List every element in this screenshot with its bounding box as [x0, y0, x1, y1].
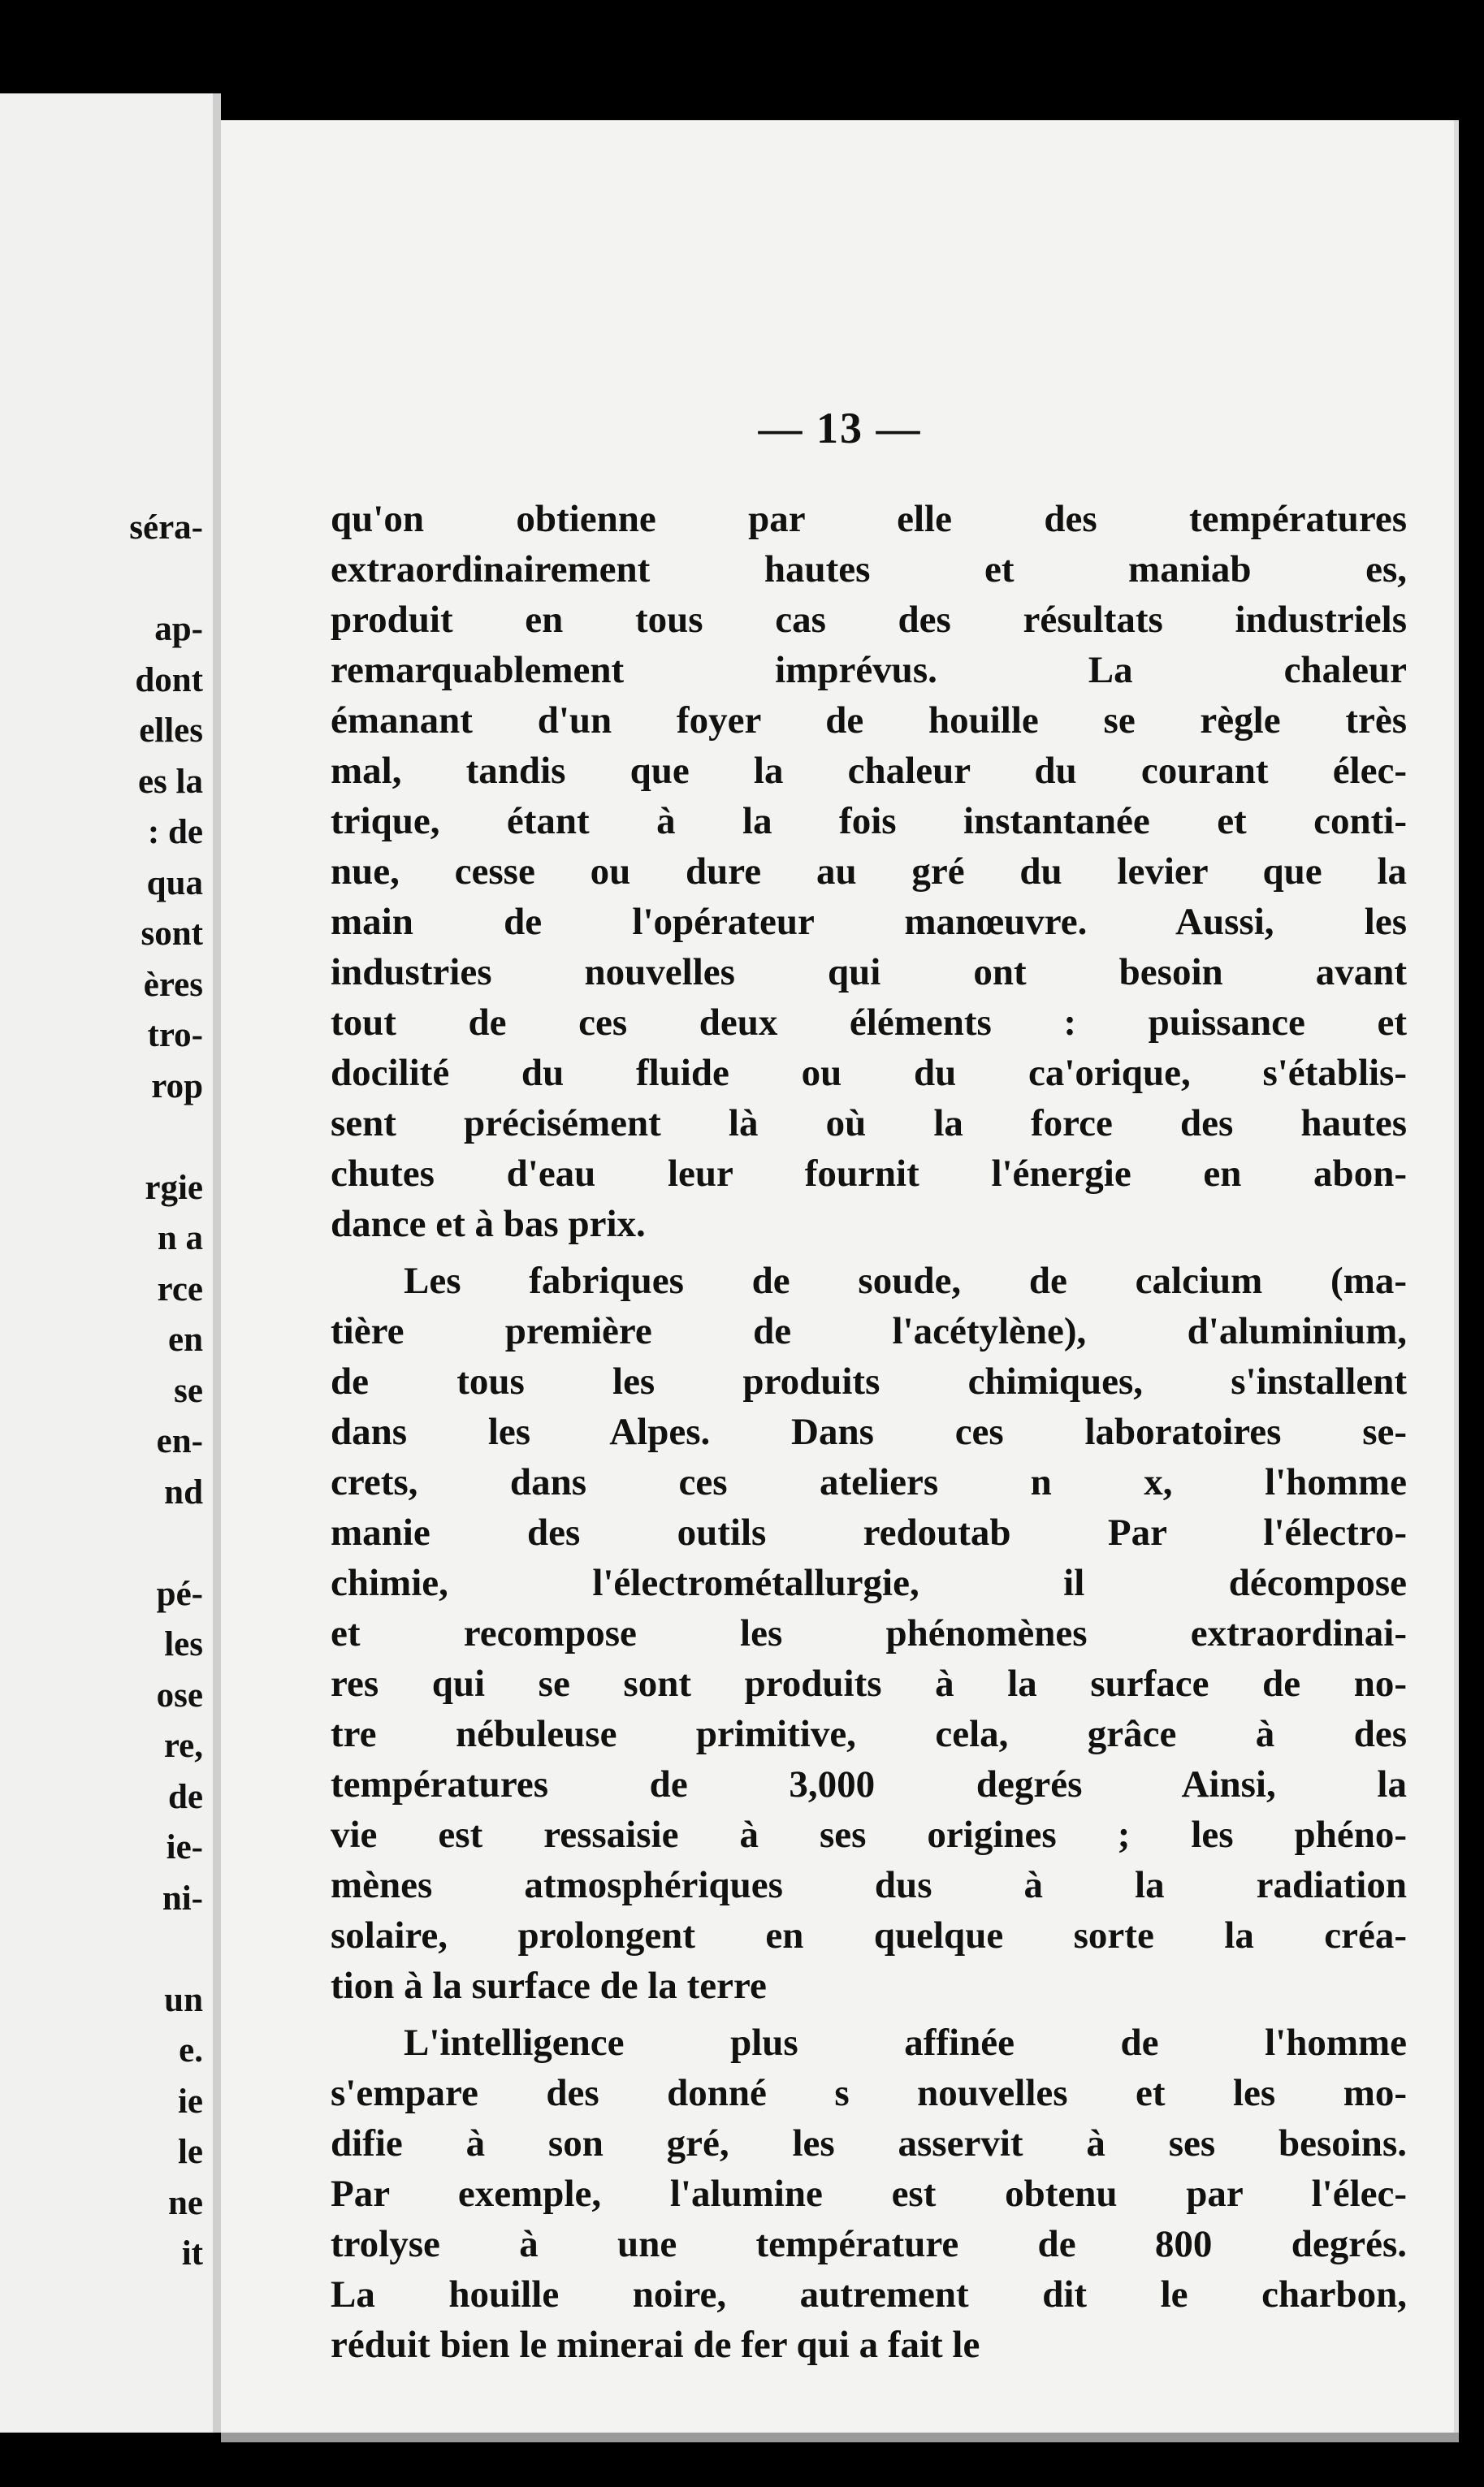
- text-line: tre nébuleuse primitive, cela, grâce à des: [331, 1713, 1407, 1755]
- text-line: émanant d'un foyer de houille se règle très: [331, 699, 1407, 742]
- text-line: crets, dans ces ateliers n x, l'homme: [331, 1461, 1407, 1503]
- previous-page-line-fragment: séra-: [129, 508, 203, 547]
- previous-page-line-fragment: : de: [147, 813, 203, 851]
- previous-page-line-fragment: de: [168, 1777, 203, 1816]
- text-line: tout de ces deux éléments : puissance et: [331, 1001, 1407, 1044]
- page-body-text: [331, 494, 1407, 2370]
- text-line: sent précisément là où la force des hautes: [331, 1102, 1407, 1144]
- text-line: Les fabriques de soude, de calcium (ma-: [404, 1260, 1407, 1302]
- previous-page-line-fragment: tro-: [147, 1016, 203, 1054]
- text-line: docilité du fluide ou du ca'orique, s'établis-: [331, 1052, 1407, 1094]
- previous-page-line-fragment: un: [164, 1980, 203, 2019]
- previous-page-line-fragment: ap-: [154, 610, 203, 648]
- text-line: tière première de l'acétylène), d'aluminium,: [331, 1310, 1407, 1352]
- book-page: [221, 120, 1459, 2437]
- previous-page-line-fragment: qua: [146, 863, 203, 902]
- previous-page-line-fragment: se: [174, 1371, 203, 1410]
- text-line: produit en tous cas des résultats industriels: [331, 599, 1407, 641]
- text-line: industries nouvelles qui ont besoin avant: [331, 951, 1407, 993]
- text-line: solaire, prolongent en quelque sorte la créa-: [331, 1914, 1407, 1957]
- text-line: Par exemple, l'alumine est obtenu par l'élec-: [331, 2173, 1407, 2215]
- previous-page-line-fragment: ne: [168, 2183, 203, 2222]
- previous-page-line-fragment: e.: [179, 2031, 203, 2070]
- previous-page-line-fragment: dont: [135, 660, 203, 699]
- text-line: trolyse à une température de 800 degrés.: [331, 2223, 1407, 2265]
- page-gutter: [213, 93, 221, 2433]
- text-line: de tous les produits chimiques, s'installent: [331, 1360, 1407, 1403]
- previous-page-line-fragment: re,: [163, 1727, 203, 1765]
- previous-page-line-fragment: n a: [157, 1219, 203, 1257]
- previous-page-line-fragment: es la: [137, 762, 203, 801]
- previous-page-line-fragment: sont: [141, 915, 203, 953]
- previous-page-line-fragment: rgie: [145, 1168, 203, 1207]
- text-line: chimie, l'électrométallurgie, il décompose: [331, 1562, 1407, 1604]
- text-line: manie des outils redoutab Par l'électro-: [331, 1512, 1407, 1554]
- text-line: qu'on obtienne par elle des températures: [331, 498, 1407, 540]
- text-line: La houille noire, autrement dit le charbon,: [331, 2273, 1407, 2316]
- previous-page-line-fragment: ose: [156, 1676, 203, 1715]
- previous-page-line-fragment: it: [181, 2234, 203, 2273]
- text-line: mènes atmosphériques dus à la radiation: [331, 1864, 1407, 1906]
- text-line: réduit bien le minerai de fer qui a fait le: [331, 2324, 980, 2366]
- page-number: — 13 —: [758, 404, 922, 452]
- text-line: difie à son gré, les asservit à ses besoins.: [331, 2122, 1407, 2165]
- previous-page-line-fragment: ères: [143, 965, 203, 1004]
- text-line: vie est ressaisie à ses origines ; les phéno-: [331, 1814, 1407, 1856]
- text-line: main de l'opérateur manœuvre. Aussi, les: [331, 901, 1407, 943]
- previous-page-line-fragment: le: [177, 2133, 203, 2171]
- previous-page-line-fragment: en: [168, 1321, 203, 1359]
- previous-page-line-fragment: rce: [157, 1269, 203, 1308]
- text-line: nue, cesse ou dure au gré du levier que la: [331, 850, 1407, 893]
- previous-page-line-fragment: pé-: [156, 1574, 203, 1613]
- text-line: températures de 3,000 degrés Ainsi, la: [331, 1763, 1407, 1806]
- previous-page-line-fragment: ie-: [166, 1828, 203, 1866]
- text-line: L'intelligence plus affinée de l'homme: [404, 2022, 1407, 2064]
- text-line: mal, tandis que la chaleur du courant élec-: [331, 750, 1407, 792]
- text-line: extraordinairement hautes et maniab es,: [331, 548, 1407, 590]
- text-line: tion à la surface de la terre: [331, 1965, 767, 2007]
- previous-page-line-fragment: ni-: [162, 1879, 203, 1918]
- text-line: s'empare des donné s nouvelles et les mo-: [331, 2072, 1407, 2114]
- text-line: et recompose les phénomènes extraordinai-: [331, 1612, 1407, 1654]
- text-line: remarquablement imprévus. La chaleur: [331, 649, 1407, 691]
- text-line: chutes d'eau leur fournit l'énergie en abon-: [331, 1153, 1407, 1195]
- previous-page-line-fragment: elles: [139, 711, 203, 750]
- previous-page-line-fragment: rop: [151, 1066, 203, 1105]
- previous-page-line-fragment: les: [164, 1625, 203, 1663]
- previous-page-line-fragment: nd: [164, 1473, 203, 1512]
- text-line: trique, étant à la fois instantanée et conti-: [331, 800, 1407, 842]
- text-line: res qui se sont produits à la surface de no-: [331, 1663, 1407, 1705]
- previous-page-line-fragment: en-: [156, 1422, 203, 1460]
- previous-page-fragment: [0, 93, 213, 2433]
- text-line: dans les Alpes. Dans ces laboratoires se-: [331, 1411, 1407, 1453]
- previous-page-line-fragment: ie: [177, 2082, 203, 2121]
- page-bottom-edge: [221, 2433, 1459, 2442]
- text-line: dance et à bas prix.: [331, 1203, 646, 1245]
